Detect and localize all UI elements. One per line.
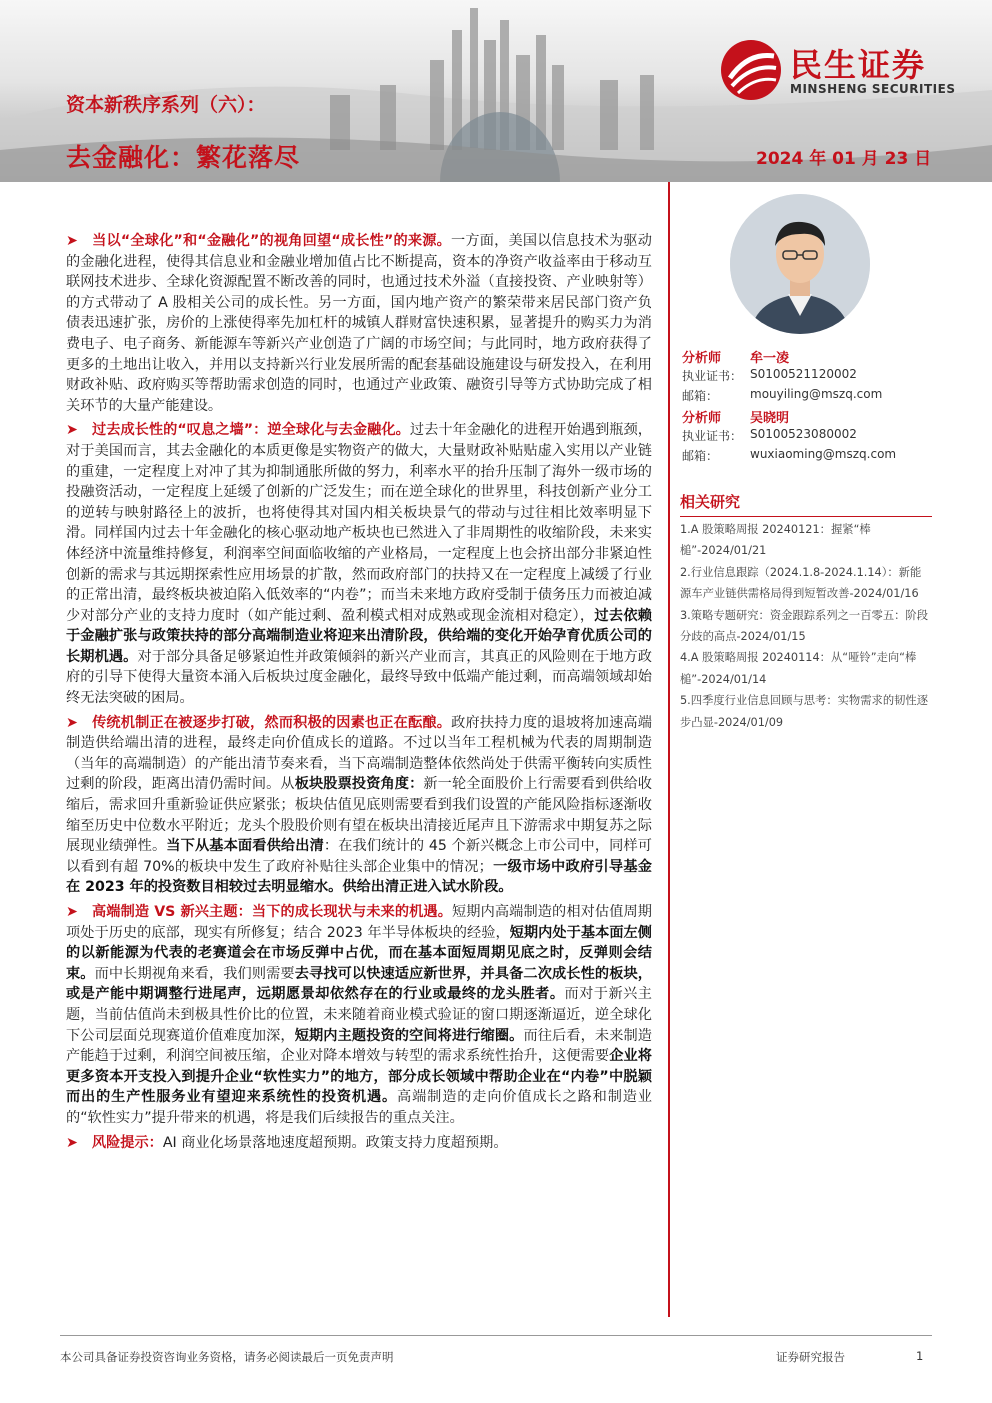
related-research-item[interactable]: 5.四季度行业信息回顾与思考：实物需求的韧性逐步凸显-2024/01/09 [680,694,929,729]
email-label: 邮箱： [682,449,719,463]
minsheng-logo-icon [718,38,784,102]
email-label: 邮箱： [682,389,719,403]
body-text: ：在我们统计的 45 个新兴概念上市公司中，同样可以看到有超 70%的板块中发生了政府补贴往头部企业集中的情况； [66,838,652,875]
analyst-name: 牟一凌 [750,351,790,366]
bullet-arrow-icon: ➤ [66,233,78,249]
emphasis-text: 一级市场中政府引导基金在 2023 年的投资数目相较过去明显缩水。供给出清正进入试水阶段。 [66,858,652,896]
related-research-item[interactable]: 4.A 股策略周报 20240114：从“哑铃”走向“棒槌”-2024/01/14 [680,651,917,686]
logo-english-name: MINSHENG SECURITIES [790,82,956,96]
analyst-role: 分析师 [682,411,722,426]
cert-label: 执业证书： [682,369,743,383]
cert-label: 执业证书： [682,429,743,443]
related-research-item[interactable]: 1.A 股策略周报 20240121：握紧“棒槌”-2024/01/21 [680,523,871,558]
emphasis-text: 短期内主题投资的空间将进行缩圈。 [294,1027,524,1044]
paragraph-lead: 过去成长性的“叹息之墙”：逆全球化与去金融化。 [91,422,410,439]
cert-number: S0100521120002 [750,367,857,381]
footer-disclaimer: 本公司具备证券投资咨询业务资格，请务必阅读最后一页免责声明 [60,1350,394,1364]
body-text: 对于部分具备足够紧迫性并政策倾斜的新兴产业而言，其真正的风险则在于地方政府的引导下使得大量资本涌入后板块过度金融化，最终导致中低端产能过剩，而高端领域却始终无法突破的困局。 [66,648,652,707]
analyst-email[interactable]: mouyiling@mszq.com [750,387,883,401]
emphasis-text: 当下从基本面看供给出清 [166,838,324,855]
analyst-name: 吴晓明 [750,411,790,426]
report-header [0,0,992,182]
related-research-item[interactable]: 3.策略专题研究：资金跟踪系列之一百零五：阶段分歧的高点-2024/01/15 [680,608,929,644]
column-divider [668,182,670,1317]
paragraph-lead: 高端制造 VS 新兴主题：当下的成长现状与未来的机遇。 [91,904,452,920]
footer-doc-type: 证券研究报告 [776,1350,845,1364]
emphasis-text: 企业将更多资本开支投入到提升企业“软性实力”的地方，部分成长领域中帮助企业在“内卷”中脱颖而出的生产性服务业有望迎来系统性的投资机遇。 [66,1048,652,1106]
report-date: 2024 年 01 月 23 日 [756,149,932,169]
bullet-arrow-icon: ➤ [66,904,78,920]
footer-divider [60,1335,932,1336]
cert-number: S0100523080002 [750,427,857,441]
body-text: 政府扶持力度的退坡将加速高端制造供给端出清的进程，最终走向价值成长的道路。不过以当年工程机械为代表的周期制造（当年的高端制造）的产能出清节奏来看，当下高端制造整体依然尚处于供需平衡转向实质性过剩的阶段，距离出清仍需时间。从 [66,714,652,793]
related-research-heading: 相关研究 [680,491,932,517]
body-paragraph [66,420,652,708]
body-text: 而往后看，未来制造产能趋于过剩，利润空间被压缩，企业对降本增效与转型的需求系统性抬升，这便需要 [66,1027,652,1065]
body-text: 过去十年金融化的进程开始遇到瓶颈，对于美国而言，其去金融化的本质更像是实物资产的做大，大量财政补贴贴虚入实用以产业链的重建，一定程度上对冲了其为抑制通胀所做的努力，利率水平的抬升压制了海外一级市场的投融资活动，一定程度上延缓了创新的广泛发生；而在逆全球化的世界里，科技创新产业分工的逆转与映射路径上的波折，也将使得其对国内相关板块景气的带动与过往相比效率明显下滑。同样国内过去十年金融化的核心驱动地产板块也已然进入了非周期性的收缩阶段，未来实体经济中流量维持修复，利润率空间面临收缩的产业格局，一定程度上也会挤出部分非紧迫性创新的需求与其远期探索性应用场景的扩散，然而政府部门的扶持又在一定程度上减缓了行业的正常出清，最终板块被迫陷入低效率的“内卷”；而当未来地方政府受制于债务压力而被迫减少对部分产业的支持力度时（如产能过剩、盈利模式相对成熟或现金流相对稳定）， [66,422,652,624]
analyst-photo [730,194,870,334]
report-body [66,231,652,1157]
emphasis-text: 去寻找可以快速适应新世界，并具备二次成长性的板块，或是产能中期调整行进尾声，远期愿景却依然存在的行业或最终的龙头胜者。 [66,965,652,1003]
bullet-arrow-icon: ➤ [66,1134,78,1151]
paragraph-lead: 传统机制正在被逐步打破，然而积极的因素也正在酝酿。 [91,714,452,731]
minsheng-logo [718,38,968,102]
body-text: 而中长期视角来看，我们则需要 [94,965,295,982]
analyst-1 [682,347,883,407]
body-paragraph [66,1133,652,1154]
body-text: AI 商业化场景落地速度超预期。政策支持力度超预期。 [162,1134,508,1151]
emphasis-text: 过去依赖于金融扩张与政策扶持的部分高端制造业将迎来出清阶段，供给端的变化开始孕育优质公司的长期机遇。 [66,607,652,665]
body-text: 高端制造的走向价值成长之路和制造业的“软性实力”提升带来的机遇，将是我们后续报告的重点关注。 [66,1089,652,1126]
emphasis-text: 板块股票投资角度： [294,776,424,793]
body-text: 新一轮全面股价上行需要看到供给收缩后，需求回升重新验证供应紧张；板块估值见底则需要看到我们设置的产能风险指标逐渐收缩至历史中位数水平附近；龙头个股股价则有望在板块出清接近尾声且下游需求中期复苏之际展现业绩弹性。 [66,776,652,855]
body-paragraph [66,902,652,1129]
paragraph-lead: 风险提示： [91,1134,163,1151]
body-text: 短期内高端制造的相对估值周期项处于历史的底部，现实有所修复；结合 2023 年半导体板块的经验， [66,904,652,941]
analyst-2 [682,407,897,467]
analyst-avatar [730,194,870,334]
related-research-list [680,519,932,733]
body-text: 而对于新兴主题，当前估值尚未到极具性价比的位置，未来随着商业模式验证的窗口期逐渐逼近，逆全球化下公司层面兑现赛道价值难度加深， [66,986,652,1044]
logo-chinese-name: 民生证券 [790,46,927,84]
page-title: 去金融化：繁花落尽 [66,143,301,172]
paragraph-lead: 当以“全球化”和“金融化”的视角回望“成长性”的来源。 [91,233,451,249]
page-number: 1 [916,1349,924,1363]
body-paragraph [66,713,652,898]
body-paragraph [66,231,652,416]
related-research-item[interactable]: 2.行业信息跟踪（2024.1.8-2024.1.14）：新能源车产业链供需格局得到短暂改善-2024/01/16 [680,565,922,601]
analyst-email[interactable]: wuxiaoming@mszq.com [750,447,897,461]
emphasis-text: 短期内处于基本面左侧的以新能源为代表的老赛道会在市场反弹中占优，而在基本面短周期见底之时，反弹则会结束。 [66,924,652,982]
bullet-arrow-icon: ➤ [66,714,78,731]
series-title: 资本新秩序系列（六）： [66,94,266,116]
body-text: 一方面，美国以信息技术为驱动的金融化进程，使得其信息业和金融业增加值占比不断提高，资本的净资产收益率由于移动互联网技术进步、全球化资源配置不断改善的同时，也通过技术外溢（直接投资、产业映射等）的方式带动了 A 股相关公司的成长性。另一方面，国内地产资产的繁荣带来居民部门资产负债表迅速扩张，房价的上涨使得率先加杠杆的城镇人群财富快速积累，显著提升的购买力为消费电子、电子商务、新能源车等新兴产业创造了广阔的市场空间；与此同时，地方政府获得了更多的土地出让收入，并用以支持新兴行业发展所需的配套基础设施建设与研发投入，在利用财政补贴、政府购买等帮助需求创造的同时，也通过产业政策、融资引导等方式协助完成了相关环节的大量产能建设。 [66,233,652,414]
analyst-role: 分析师 [682,351,722,366]
bullet-arrow-icon: ➤ [66,422,78,439]
